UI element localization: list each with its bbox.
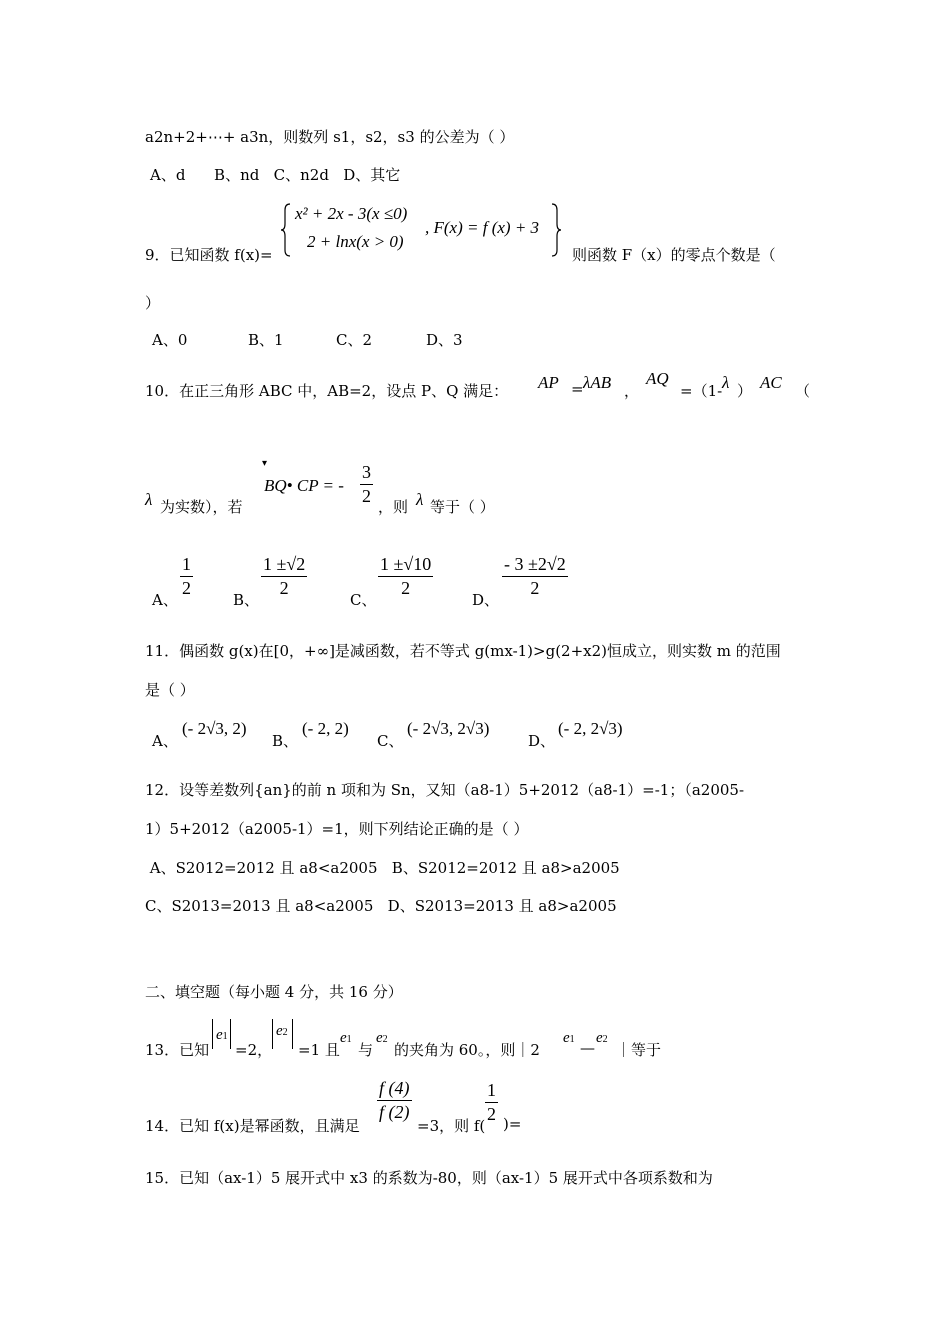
vector-e2-c	[596, 1030, 608, 1047]
q14-denominator: f (2)	[379, 1102, 410, 1122]
lambda-line2-b: λ	[416, 490, 424, 509]
vector-e1	[340, 1030, 352, 1047]
minus-sign: —	[580, 1039, 595, 1057]
question-15: 15．已知（ax-1）5 展开式中 x3 的系数为-80，则（ax-1）5 展开式中各项系数和为	[145, 1169, 713, 1187]
fraction-denominator: 2	[362, 486, 371, 506]
q13-text-4: 的夹角为 60。，则｜2	[394, 1041, 540, 1059]
vector-ac: AC	[760, 373, 782, 392]
lambda-line2: λ	[145, 490, 153, 509]
question-10-line2-b: ，则	[378, 498, 409, 516]
open-paren: （	[795, 382, 811, 400]
question-9-prefix: 9．已知函数 f(x)=	[145, 246, 273, 264]
close-paren: ）	[737, 382, 753, 400]
q10-d-num: - 3 ±2√2	[504, 554, 566, 574]
e1-subscript-c: 1	[569, 1034, 575, 1045]
right-brace-icon	[550, 202, 562, 258]
q10-option-b-label: B、	[233, 591, 260, 609]
section-heading: 二、填空题（每小题 4 分，共 16 分）	[145, 983, 403, 1001]
q11-option-b-expr: (- 2, 2)	[302, 719, 349, 738]
vector-e1-abs	[216, 1027, 228, 1044]
question-9-suffix: 则函数 F（x）的零点个数是（	[572, 246, 776, 264]
q10-d-den: 2	[530, 578, 540, 598]
q14-numerator: f (4)	[379, 1078, 410, 1098]
q10-option-c-label: C、	[350, 591, 377, 609]
q10-b-num: 1 ±√2	[263, 554, 306, 574]
e1-subscript-b: 1	[346, 1034, 352, 1045]
q14-half-den: 2	[487, 1104, 496, 1124]
fraction-numerator: 3	[362, 462, 371, 482]
function-F-definition: , F(x) = f (x) + 3	[425, 218, 540, 237]
vector-aq: AQ	[646, 369, 669, 388]
q13-text-5: ｜等于	[616, 1041, 662, 1059]
lambda-ab: λAB	[583, 373, 612, 392]
e2-subscript-c: 2	[602, 1034, 608, 1045]
q11-option-d-expr: (- 2, 2√3)	[558, 719, 623, 738]
q13-text-1: =2，	[235, 1041, 273, 1059]
q9-option-a: A、0	[152, 331, 188, 349]
q11-option-c-expr: (- 2√3, 2√3)	[407, 719, 490, 738]
equals-one-minus: =（1-	[680, 382, 723, 400]
q10-option-a-fraction	[180, 554, 193, 599]
e1-subscript: 1	[222, 1031, 228, 1042]
q9-option-c: C、2	[336, 331, 373, 349]
q10-a-den: 2	[182, 578, 191, 598]
question-10-text: 10．在正三角形 ABC 中，AB=2，设点 P、Q 满足：	[145, 382, 509, 400]
dot-product-expression: BQ• CP = -	[264, 476, 344, 495]
vector-e2	[376, 1030, 388, 1047]
question-12-line2: 1）5+2012（a2005-1）=1，则下列结论正确的是（ ）	[145, 820, 529, 838]
e1-letter-c: e	[563, 1030, 570, 1046]
piecewise-line-1: x² + 2x - 3(x ≤0)	[295, 204, 408, 223]
comma: ，	[624, 382, 640, 400]
q14-half-fraction	[485, 1080, 498, 1125]
q11-option-a-expr: (- 2√3, 2)	[182, 719, 247, 738]
q10-option-c-fraction	[378, 554, 433, 599]
vector-arrow-icon: ▾	[262, 458, 268, 469]
q10-option-b-fraction	[261, 554, 307, 599]
piecewise-line-2: 2 + lnx(x > 0)	[307, 232, 404, 251]
e1-letter-b: e	[340, 1030, 347, 1046]
e2-letter: e	[276, 1023, 283, 1039]
q10-option-d-fraction	[502, 554, 568, 599]
q10-option-d-label: D、	[472, 591, 500, 609]
q10-c-den: 2	[401, 578, 411, 598]
question-8-options: A、d B、nd C、n2d D、其它	[150, 166, 401, 184]
q10-c-num: 1 ±√10	[380, 554, 432, 574]
question-9-close-paren: ）	[145, 294, 161, 312]
q10-a-num: 1	[182, 554, 191, 574]
q14-half-num: 1	[487, 1080, 496, 1100]
question-8-tail: a2n+2+⋯+ a3n，则数列 s1，s2，s3 的公差为（ ）	[145, 128, 515, 146]
q10-b-den: 2	[279, 578, 289, 598]
q13-text-2: =1 且	[298, 1041, 340, 1059]
left-brace-icon	[280, 202, 292, 258]
question-11-line2: 是（ ）	[145, 681, 195, 699]
q10-option-a-label: A、	[152, 591, 178, 609]
e2-letter-c: e	[596, 1030, 603, 1046]
q11-option-d-label: D、	[528, 732, 556, 750]
vector-ap: AP	[538, 373, 559, 392]
e2-subscript-b: 2	[382, 1034, 388, 1045]
question-10-line2-a: 为实数），若	[160, 498, 243, 516]
q11-option-b-label: B、	[272, 732, 299, 750]
q12-options-ab: A、S2012=2012 且 a8<a2005 B、S2012=2012 且 a8>a2005	[145, 859, 620, 877]
fraction-three-halves	[360, 462, 373, 507]
lambda-symbol: λ	[722, 373, 730, 392]
equals-sign: =	[571, 380, 584, 398]
question-10-line2-c: 等于（ ）	[430, 498, 495, 516]
q14-mid: =3，则 f(	[417, 1117, 486, 1135]
q13-text-3: 与	[358, 1041, 374, 1059]
q9-option-b: B、1	[248, 331, 284, 349]
vector-e2-abs	[276, 1023, 288, 1040]
e1-letter: e	[216, 1027, 223, 1043]
q14-fraction	[377, 1078, 412, 1123]
q11-option-c-label: C、	[377, 732, 404, 750]
q11-option-a-label: A、	[152, 732, 178, 750]
question-13-prefix: 13．已知	[145, 1041, 210, 1059]
q14-suffix: )=	[503, 1115, 522, 1133]
question-14-prefix: 14．已知 f(x)是幂函数，且满足	[145, 1117, 360, 1135]
question-11-line1: 11．偶函数 g(x)在[0，+∞]是减函数，若不等式 g(mx-1)>g(2+x2)恒成立，则实数 m 的范围	[145, 642, 781, 660]
e2-subscript: 2	[282, 1027, 288, 1038]
vector-e1-c	[563, 1030, 575, 1047]
e2-letter-b: e	[376, 1030, 383, 1046]
q9-option-d: D、3	[426, 331, 463, 349]
q12-options-cd: C、S2013=2013 且 a8<a2005 D、S2013=2013 且 a8>a2005	[145, 897, 617, 915]
question-12-line1: 12．设等差数列{an}的前 n 项和为 Sn，又知（a8-1）5+2012（a8-1）=-1；（a2005-	[145, 781, 745, 799]
